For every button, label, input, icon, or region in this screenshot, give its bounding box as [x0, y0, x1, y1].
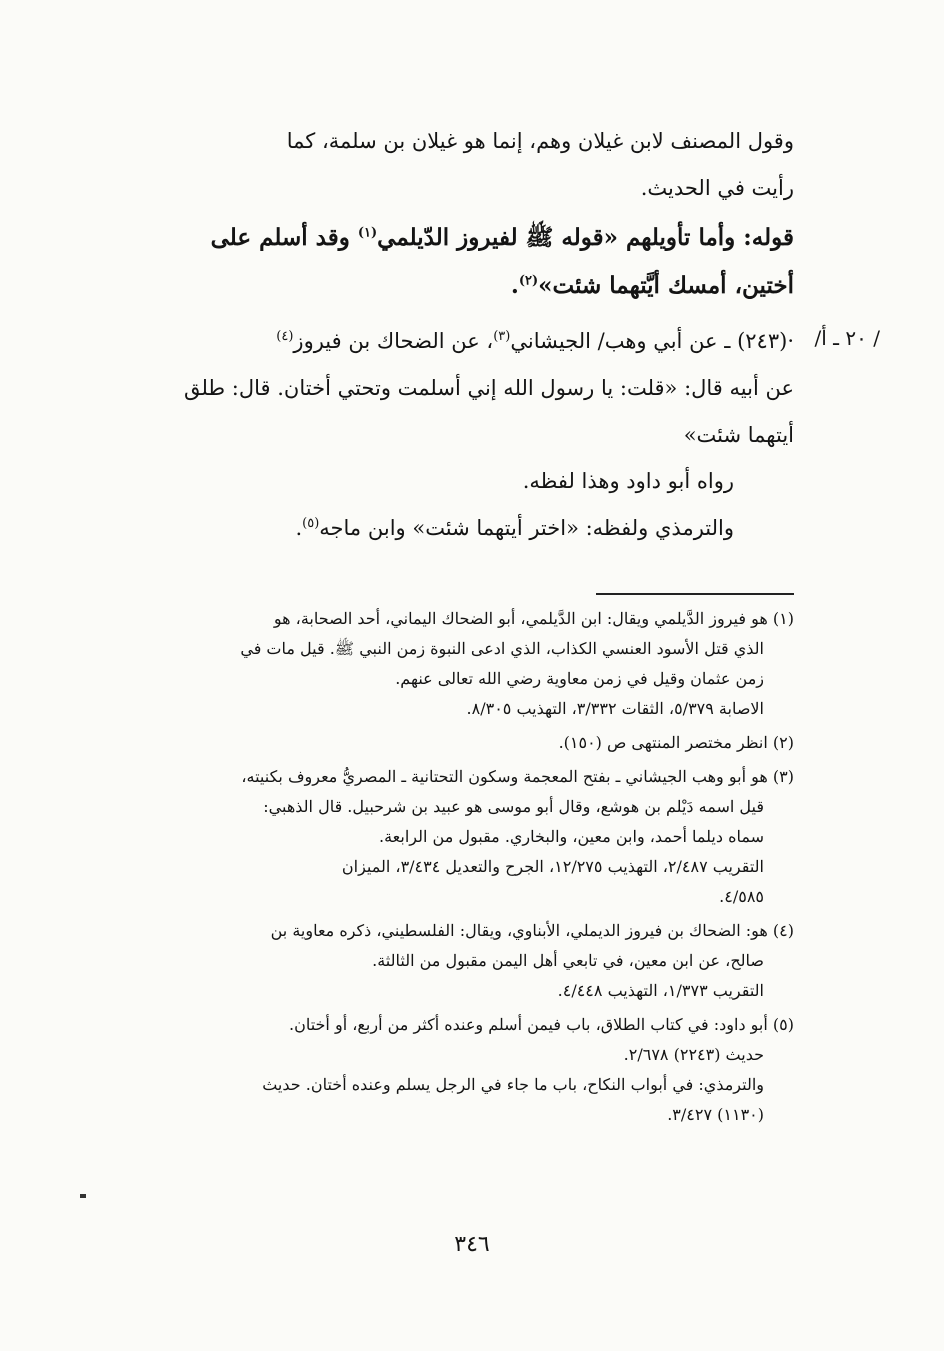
- print-speck: [80, 1194, 86, 1198]
- footnote-1-line: (١) هو فيروز الدَّيلمي ويقال: ابن الدَّيلمي، أبو الضحاك اليماني، أحد الصحابة، هو: [273, 609, 794, 628]
- heading-line-1-text-b: وقد أسلم على: [210, 224, 358, 251]
- footnote-5-line: (٥) أبو داود: في كتاب الطلاق، باب فيمن أسلم وعنده أكثر من أربع، أو أختان.: [289, 1015, 794, 1034]
- footnote-2-line: (٢) انظر مختصر المنتهى ص (١٥٠).: [558, 733, 794, 752]
- intro-line-2: رأيت في الحديث.: [640, 176, 794, 200]
- footnote-3-line: سماه ديلما أحمد، وابن معين، والبخاري. مقبول من الرابعة.: [379, 827, 764, 846]
- footnote-3-line: قيل اسمه دَيْلم بن هوشع، وقال أبو موسى هو عبيد بن شرحبيل. قال الذهبي:: [263, 797, 764, 816]
- tirmidhi-line: [100, 505, 734, 552]
- footnote-separator: [596, 593, 794, 595]
- intro-paragraph: [100, 118, 794, 212]
- heading-line-2-text-a: أختين، أمسك أيَّتهما شئت»: [538, 272, 794, 299]
- heading-line-2-text-b: .: [510, 272, 519, 299]
- hadith-line-1-text-a: ·(٢٤٣) ـ عن أبي وهب/ الجيشاني: [510, 329, 794, 353]
- page-number: ٣٤٦: [454, 1232, 490, 1257]
- heading-line-1-text-a: قوله: وأما تأويلهم «قوله ﷺ لفيروز الدّيلمي: [377, 224, 794, 251]
- hadith-paragraph: [100, 318, 794, 459]
- narration-note: [100, 458, 794, 552]
- hadith-line-2: عن أبيه قال: «قلت: يا رسول الله إني أسلمت وتحتي أختان. قال: طلق: [183, 376, 794, 400]
- footnote-4: [100, 916, 794, 1006]
- hadith-line-1-text-b: ، عن الضحاك بن فيروز: [293, 329, 494, 353]
- footnote-ref-4[interactable]: (٤): [276, 329, 294, 344]
- bold-heading: [100, 214, 794, 310]
- footnote-1: [100, 604, 794, 724]
- footnote-5-line: حديث (٢٢٤٣) ٢/٦٧٨.: [623, 1045, 764, 1064]
- hadith-line-3: أيتهما شئت»: [683, 423, 794, 447]
- footnote-3-line: (٣) هو أبو وهب الجيشاني ـ بفتح المعجمة وسكون التحتانية ـ المصريُّ معروف بكنيته،: [241, 767, 794, 786]
- tirmidhi-text-b: .: [295, 516, 303, 540]
- intro-line-1: وقول المصنف لابن غيلان وهم، إنما هو غيلان بن سلمة، كما: [286, 129, 794, 153]
- margin-manuscript-ref: / ٢٠ ـ أ/: [814, 326, 880, 350]
- tirmidhi-text-a: والترمذي ولفظه: «اختر أيتهما شئت» وابن ماجه: [319, 516, 734, 540]
- footnote-3-line: التقريب ٢/٤٨٧، التهذيب ١٢/٢٧٥، الجرح والتعديل ٣/٤٣٤، الميزان: [341, 857, 764, 876]
- footnote-ref-5[interactable]: (٥): [302, 516, 320, 531]
- footnote-ref-2[interactable]: (٢): [518, 273, 539, 289]
- footnote-3: [100, 762, 794, 912]
- heading-line-1: [100, 214, 794, 262]
- heading-line-2: [100, 262, 794, 310]
- hadith-line-1: [100, 318, 794, 365]
- footnote-4-line: صالح، عن ابن معين، في تابعي أهل اليمن مقبول من الثالثة.: [372, 951, 764, 970]
- footnote-5-line: والترمذي: في أبواب النكاح، باب ما جاء في الرجل يسلم وعنده أختان. حديث: [262, 1075, 764, 1094]
- footnote-ref-1[interactable]: (١): [357, 225, 378, 241]
- footnote-1-line: زمن عثمان وقيل في زمن معاوية رضي الله تعالى عنهم.: [395, 669, 764, 688]
- footnote-3-line: ٤/٥٨٥.: [719, 887, 764, 906]
- rawah-line: رواه أبو داود وهذا لفظه.: [522, 469, 734, 493]
- footnote-4-line: التقريب ١/٣٧٣، التهذيب ٤/٤٤٨.: [557, 981, 764, 1000]
- footnote-2: [100, 728, 794, 758]
- footnote-4-line: (٤) هو: الضحاك بن فيروز الديملي، الأبناوي، ويقال: الفلسطيني، ذكره معاوية بن: [270, 921, 794, 940]
- footnote-1-line: الاصابة ٥/٣٧٩، الثقات ٣/٣٣٢، التهذيب ٨/٣٠٥.: [466, 699, 764, 718]
- footnote-ref-3[interactable]: (٣): [493, 329, 511, 344]
- footnote-1-line: الذي قتل الأسود العنسي الكذاب، الذي ادعى النبوة زمن النبي ﷺ. قيل مات في: [240, 639, 764, 658]
- footnotes: [100, 604, 794, 1134]
- footnote-5-line: (١١٣٠) ٣/٤٢٧.: [667, 1105, 764, 1124]
- footnote-5: [100, 1010, 794, 1130]
